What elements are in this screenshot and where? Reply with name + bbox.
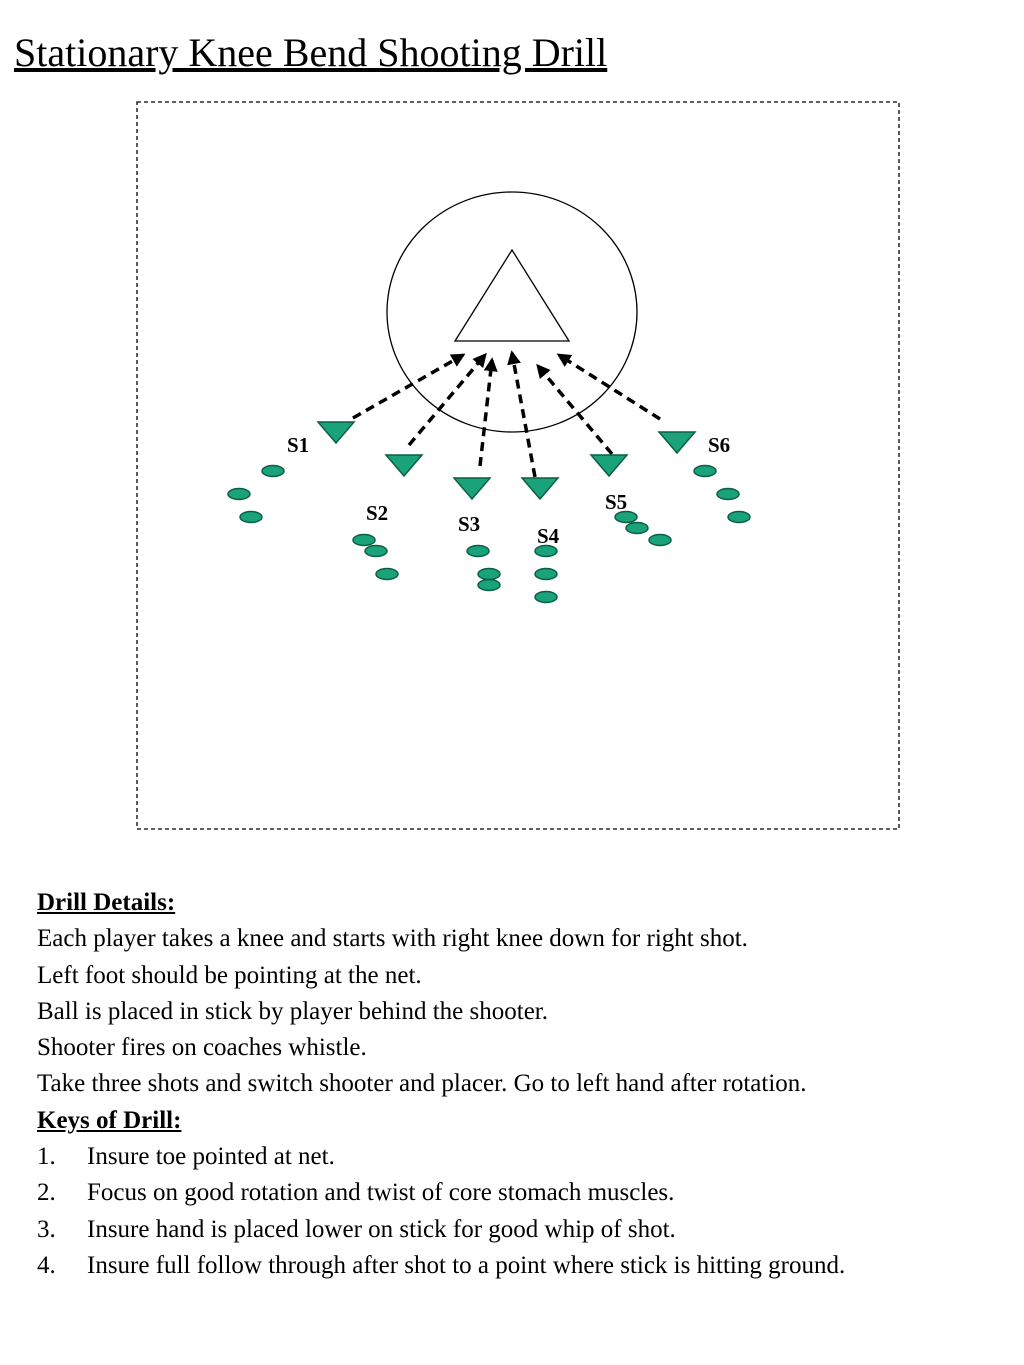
shooter-label-s1: S1 — [287, 433, 310, 457]
shooter-marker-s3 — [454, 478, 490, 499]
shooter-marker-s6 — [659, 432, 695, 453]
drill-details-section — [37, 885, 1017, 1284]
player-marker — [376, 569, 398, 580]
detail-line: Ball is placed in stick by player behind the shooter. — [37, 997, 548, 1025]
player-markers — [228, 466, 750, 603]
shooter-markers — [318, 422, 695, 499]
shooter-label-s2: S2 — [366, 501, 389, 525]
key-item-text: Focus on good rotation and twist of core stomach muscles. — [87, 1179, 675, 1207]
drill-details-heading: Drill Details: — [37, 889, 176, 916]
player-marker — [649, 535, 671, 546]
shooter-labels — [287, 433, 730, 548]
page-title: Stationary Knee Bend Shooting Drill — [14, 30, 608, 75]
key-item-number: 4. — [37, 1251, 56, 1279]
key-item — [37, 1139, 1017, 1175]
player-marker — [478, 580, 500, 591]
player-marker — [478, 569, 500, 580]
player-marker — [467, 546, 489, 557]
player-marker — [694, 466, 716, 477]
key-item-number: 2. — [37, 1179, 56, 1207]
shooter-label-s6: S6 — [708, 433, 731, 457]
shooter-marker-s5 — [591, 455, 627, 476]
key-item-text: Insure toe pointed at net. — [87, 1143, 335, 1171]
key-item — [37, 1212, 1017, 1248]
shooter-label-s4: S4 — [537, 524, 560, 548]
keys-of-drill-heading: Keys of Drill: — [37, 1106, 182, 1134]
player-marker — [228, 489, 250, 500]
key-item-number: 3. — [37, 1215, 56, 1243]
player-marker — [728, 512, 750, 523]
shooter-label-s3: S3 — [458, 512, 481, 536]
shot-arrow-s3 — [480, 360, 492, 466]
detail-line: Shooter fires on coaches whistle. — [37, 1034, 367, 1062]
detail-line: Take three shots and switch shooter and placer. Go to left hand after rotation. — [37, 1070, 807, 1098]
player-marker — [535, 592, 557, 603]
key-item-text: Insure hand is placed lower on stick for good whip of shot. — [87, 1215, 676, 1243]
shooter-marker-s4 — [522, 478, 558, 499]
shot-arrow-s2 — [409, 355, 485, 445]
key-item-text: Insure full follow through after shot to a point where stick is hitting ground. — [87, 1251, 846, 1279]
player-marker — [240, 512, 262, 523]
detail-line: Each player takes a knee and starts with right knee down for right shot. — [37, 925, 748, 953]
shooter-marker-s2 — [386, 455, 422, 476]
player-marker — [535, 569, 557, 580]
field-boundary — [137, 102, 899, 829]
key-item — [37, 1248, 1017, 1284]
player-marker — [262, 466, 284, 477]
player-marker — [717, 489, 739, 500]
key-item — [37, 1175, 1017, 1211]
detail-line: Left foot should be pointing at the net. — [37, 961, 422, 989]
shot-arrow-s1 — [353, 355, 463, 418]
key-item-number: 1. — [37, 1143, 56, 1171]
shooter-label-s5: S5 — [605, 490, 628, 514]
player-marker — [365, 546, 387, 557]
player-marker — [353, 535, 375, 546]
shot-arrow-s4 — [512, 353, 535, 477]
shot-arrow-s5 — [538, 366, 612, 454]
goal-net-triangle — [455, 250, 569, 341]
player-marker — [626, 523, 648, 534]
shooter-marker-s1 — [318, 422, 354, 443]
